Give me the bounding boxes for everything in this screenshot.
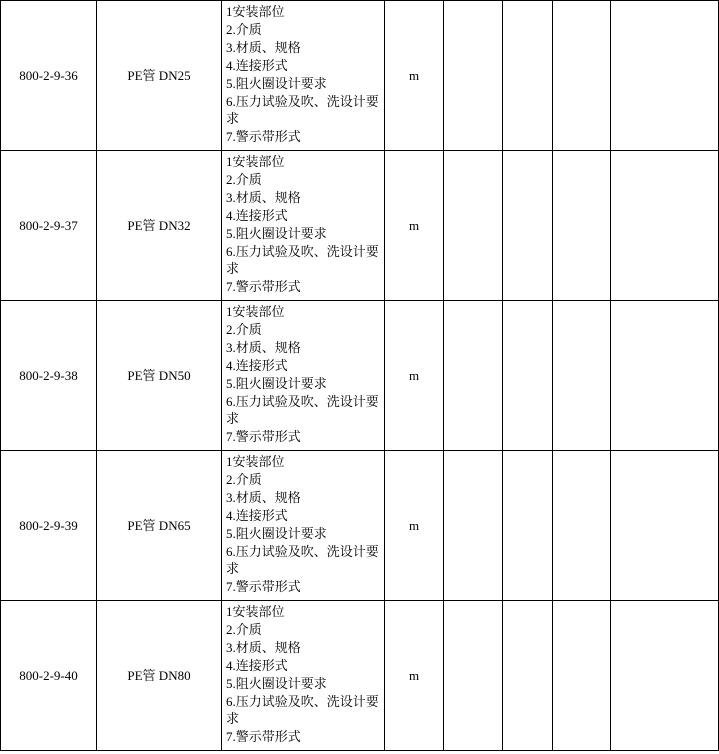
feature-line: 4.连接形式 <box>226 357 288 373</box>
item-unit: m <box>385 451 444 601</box>
table-row <box>1 1 719 151</box>
feature-line: 4.连接形式 <box>226 657 288 673</box>
feature-line: 7.警示带形式 <box>226 129 301 145</box>
item-name: PE管 DN80 <box>97 601 222 751</box>
item-features <box>222 601 385 751</box>
item-code: 800-2-9-38 <box>1 301 97 451</box>
feature-line: 3.材质、规格 <box>226 189 301 205</box>
empty-cell <box>553 451 611 601</box>
empty-cell <box>503 1 553 151</box>
feature-line: 7.警示带形式 <box>226 729 301 745</box>
item-name: PE管 DN65 <box>97 451 222 601</box>
empty-cell <box>503 301 553 451</box>
feature-line: 3.材质、规格 <box>226 639 301 655</box>
item-unit: m <box>385 601 444 751</box>
item-features <box>222 151 385 301</box>
feature-line: 5.阻火圈设计要求 <box>226 75 327 91</box>
feature-line: 7.警示带形式 <box>226 429 301 445</box>
empty-cell <box>444 151 503 301</box>
item-unit: m <box>385 301 444 451</box>
feature-line: 1安装部位 <box>226 604 285 619</box>
feature-line: 1安装部位 <box>226 154 285 169</box>
feature-line: 3.材质、规格 <box>226 339 301 355</box>
item-code: 800-2-9-36 <box>1 1 97 151</box>
item-unit: m <box>385 151 444 301</box>
empty-cell <box>553 301 611 451</box>
empty-cell <box>611 1 719 151</box>
empty-cell <box>611 451 719 601</box>
item-name: PE管 DN32 <box>97 151 222 301</box>
feature-line: 2.介质 <box>226 21 262 37</box>
feature-line: 5.阻火圈设计要求 <box>226 375 327 391</box>
feature-line: 5.阻火圈设计要求 <box>226 675 327 691</box>
feature-line: 6.压力试验及吹、洗设计要求 <box>226 243 379 277</box>
empty-cell <box>611 301 719 451</box>
item-code: 800-2-9-37 <box>1 151 97 301</box>
feature-line: 6.压力试验及吹、洗设计要求 <box>226 393 379 427</box>
feature-line: 2.介质 <box>226 171 262 187</box>
feature-line: 1安装部位 <box>226 4 285 19</box>
feature-line: 3.材质、规格 <box>226 489 301 505</box>
feature-line: 2.介质 <box>226 471 262 487</box>
empty-cell <box>503 451 553 601</box>
table-row <box>1 451 719 601</box>
table-body <box>1 1 719 751</box>
feature-line: 4.连接形式 <box>226 57 288 73</box>
item-features <box>222 451 385 601</box>
feature-line: 2.介质 <box>226 621 262 637</box>
empty-cell <box>553 151 611 301</box>
item-unit: m <box>385 1 444 151</box>
empty-cell <box>611 151 719 301</box>
feature-line: 5.阻火圈设计要求 <box>226 525 327 541</box>
feature-line: 6.压力试验及吹、洗设计要求 <box>226 693 379 727</box>
item-features <box>222 1 385 151</box>
feature-line: 4.连接形式 <box>226 507 288 523</box>
empty-cell <box>611 601 719 751</box>
feature-line: 7.警示带形式 <box>226 279 301 295</box>
empty-cell <box>444 301 503 451</box>
item-code: 800-2-9-40 <box>1 601 97 751</box>
feature-line: 6.压力试验及吹、洗设计要求 <box>226 543 379 577</box>
feature-line: 5.阻火圈设计要求 <box>226 225 327 241</box>
feature-line: 1安装部位 <box>226 304 285 319</box>
empty-cell <box>553 1 611 151</box>
empty-cell <box>553 601 611 751</box>
item-code: 800-2-9-39 <box>1 451 97 601</box>
table-row <box>1 151 719 301</box>
feature-line: 7.警示带形式 <box>226 579 301 595</box>
empty-cell <box>503 601 553 751</box>
item-name: PE管 DN25 <box>97 1 222 151</box>
feature-line: 6.压力试验及吹、洗设计要求 <box>226 93 379 127</box>
feature-line: 4.连接形式 <box>226 207 288 223</box>
table-row <box>1 301 719 451</box>
empty-cell <box>444 451 503 601</box>
table-row <box>1 601 719 751</box>
feature-line: 2.介质 <box>226 321 262 337</box>
feature-line: 3.材质、规格 <box>226 39 301 55</box>
empty-cell <box>444 601 503 751</box>
empty-cell <box>503 151 553 301</box>
item-features <box>222 301 385 451</box>
item-name: PE管 DN50 <box>97 301 222 451</box>
feature-line: 1安装部位 <box>226 454 285 469</box>
empty-cell <box>444 1 503 151</box>
